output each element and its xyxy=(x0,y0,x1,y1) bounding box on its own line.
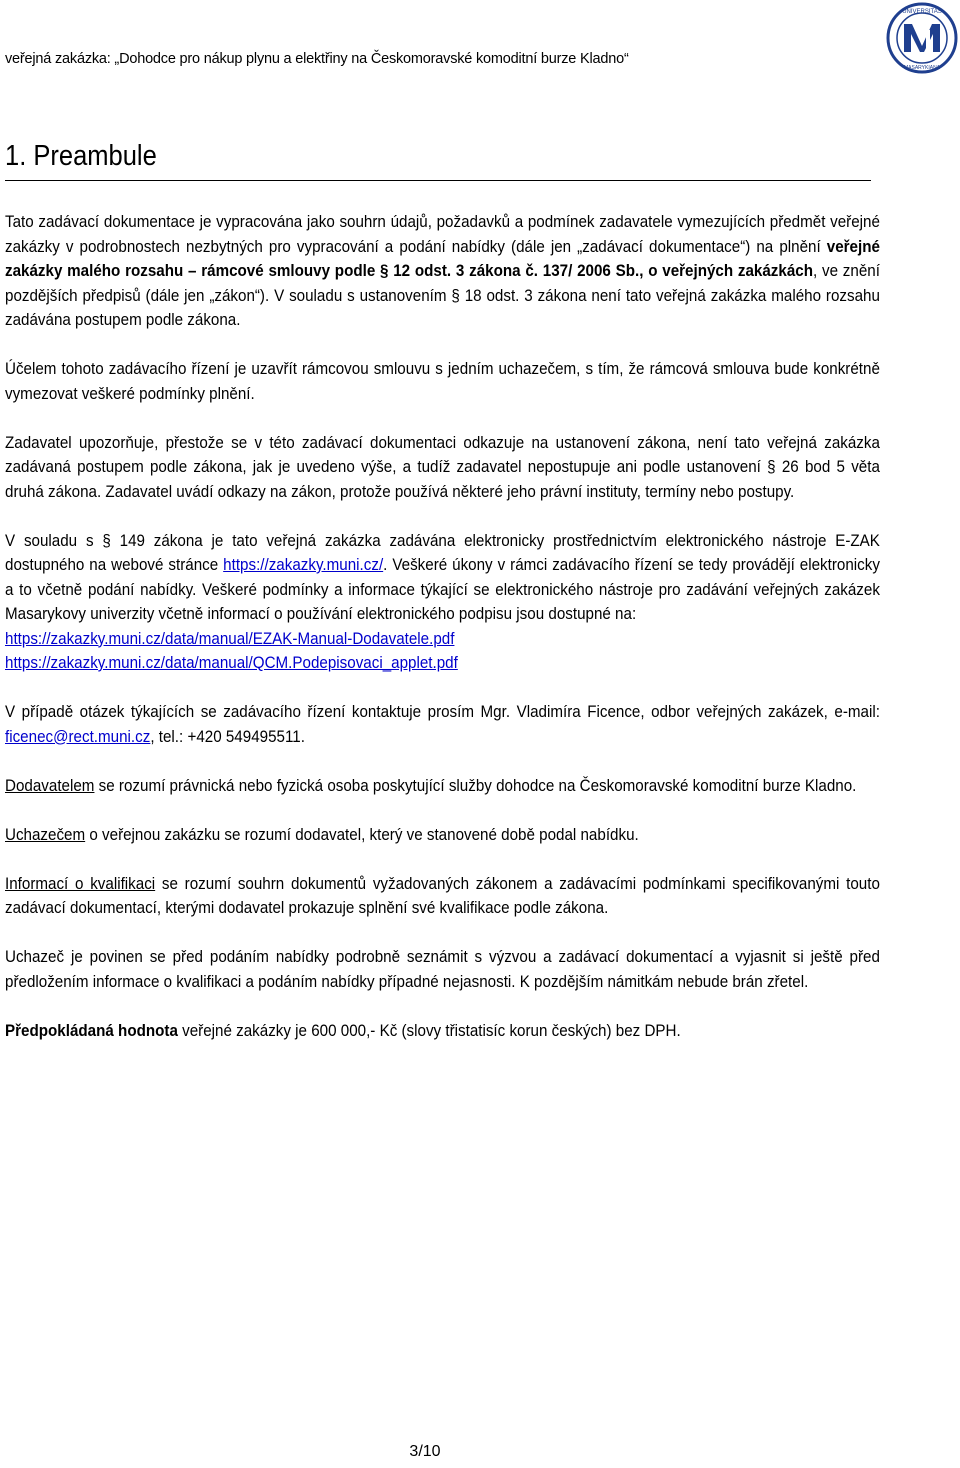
p1-text-end: , ve znění pozdějších předpisů (dále jen „zákon“). V souladu s ustanovením § 18 odst. 3 zákona není tato veřejná zakázka malého rozsahu zadávána postupem podle zákona. xyxy=(5,262,880,329)
paragraph-purpose: Účelem tohoto zadávacího řízení je uzavřít rámcovou smlouvu s jedním uchazečem, s tím, že rámcová smlouva bude konkrétně vymezovat veškeré podmínky plnění. xyxy=(5,360,880,403)
p4-text-end: . Veškeré úkony v rámci zadávacího řízení se tedy provádějí elektronicky a to včetně podání nabídky. Veškeré podmínky a informace týkající se elektronického nástroje pro zadávání veřejných zakázek Masarykovy univerzity včetně informací o používání elektronického podpisu jsou dostupné na: xyxy=(5,556,880,623)
ezak-link[interactable]: https://zakazky.muni.cz/ xyxy=(223,556,384,574)
p4-text: V souladu s § 149 zákona je tato veřejná zakázka zadávána elektronicky prostřednictvím elektronického nástroje E-ZAK dostupného na webové stránce xyxy=(5,531,880,574)
email-link[interactable]: ficenec@rect.muni.cz xyxy=(5,727,151,746)
paragraph-estimated-value xyxy=(5,1019,880,1044)
page-number-text: 3/10 xyxy=(409,1443,441,1460)
p1-text: Tato zadávací dokumentace je vypracována jako souhrn údajů, požadavků a podmínek zadavatele vymezujících předmět veřejné zakázky v podrobnostech nezbytných pro vypracování a podání nabídky (dále jen „zadávací dokumentace“) na plnění xyxy=(5,213,880,256)
paragraph-applicant-duty: Uchazeč je povinen se před podáním nabídky podrobně seznámit s výzvou a zadávací dokumentací a vyjasnit si ještě před předložením informace o kvalifikaci a podáním nabídky případné nejasnosti. K pozdějším námitkám nebude brán zřetel. xyxy=(5,948,880,991)
applet-link[interactable]: https://zakazky.muni.cz/data/manual/QCM.Podepisovaci_applet.pdf xyxy=(5,654,458,672)
paragraph-definition-applicant xyxy=(5,823,880,848)
p5-text-end: , tel.: +420 549495511. xyxy=(150,727,305,746)
document-body xyxy=(5,210,880,1068)
p7-text: o veřejnou zakázku se rozumí dodavatel, který ve stanovené době podal nabídku. xyxy=(85,825,639,844)
university-seal-logo xyxy=(886,2,958,74)
paragraph-electronic xyxy=(5,529,880,676)
paragraph-contact xyxy=(5,700,880,749)
p10-text: veřejné zakázky je 600 000,- Kč (slovy třistatisíc korun českých) bez DPH. xyxy=(177,1021,681,1040)
term-qualification: Informací o kvalifikaci xyxy=(5,874,156,893)
paragraph-definition-qualification xyxy=(5,872,880,921)
p6-text: se rozumí právnická nebo fyzická osoba poskytující služby dohodce na Českomoravské komoditní burze Kladno. xyxy=(94,776,857,795)
p8-text: se rozumí souhrn dokumentů vyžadovaných zákonem a zadávacími podmínkami specifikovanými touto zadávací dokumentací, kterými dodavatel prokazuje splnění své kvalifikace podle zákona. xyxy=(5,874,880,917)
svg-text:UNIVERSITAS: UNIVERSITAS xyxy=(902,9,942,15)
paragraph-notice: Zadavatel upozorňuje, přestože se v této zadávací dokumentaci odkazuje na ustanovení zákona, není tato veřejná zakázka zadávaná postupem podle zákona, jak je uvedeno výše, a tudíž zadavatel nepostupuje ani podle ustanovení § 26 bod 5 věta druhá zákona. Zadavatel uvádí odkazy na zákon, protože používá některé jeho právní instituty, termíny nebo postupy. xyxy=(5,433,880,501)
p1-bold-text: veřejné zakázky malého rozsahu – rámcové smlouvy podle § 12 odst. 3 zákona č. 137/ 2006 Sb., o veřejných zakázkách xyxy=(5,237,880,280)
page-number xyxy=(0,1443,960,1461)
document-header: veřejná zakázka: „Dohodce pro nákup plynu a elektřiny na Českomoravské komoditní burze Kladno“ xyxy=(5,51,629,67)
section-title: 1. Preambule xyxy=(5,140,157,172)
title-underline xyxy=(5,180,871,181)
svg-text:MASARYKIANA: MASARYKIANA xyxy=(903,65,941,71)
term-supplier: Dodavatelem xyxy=(5,776,95,795)
manual-link[interactable]: https://zakazky.muni.cz/data/manual/EZAK-Manual-Dodavatele.pdf xyxy=(5,629,455,648)
term-estimated-value: Předpokládaná hodnota xyxy=(5,1021,178,1040)
term-applicant: Uchazečem xyxy=(5,825,86,844)
p5-text: V případě otázek týkajících se zadávacího řízení kontaktuje prosím Mgr. Vladimíra Ficence, odbor veřejných zakázek, e-mail: xyxy=(5,703,880,721)
paragraph-definition-supplier xyxy=(5,774,880,799)
paragraph-introduction xyxy=(5,210,880,333)
